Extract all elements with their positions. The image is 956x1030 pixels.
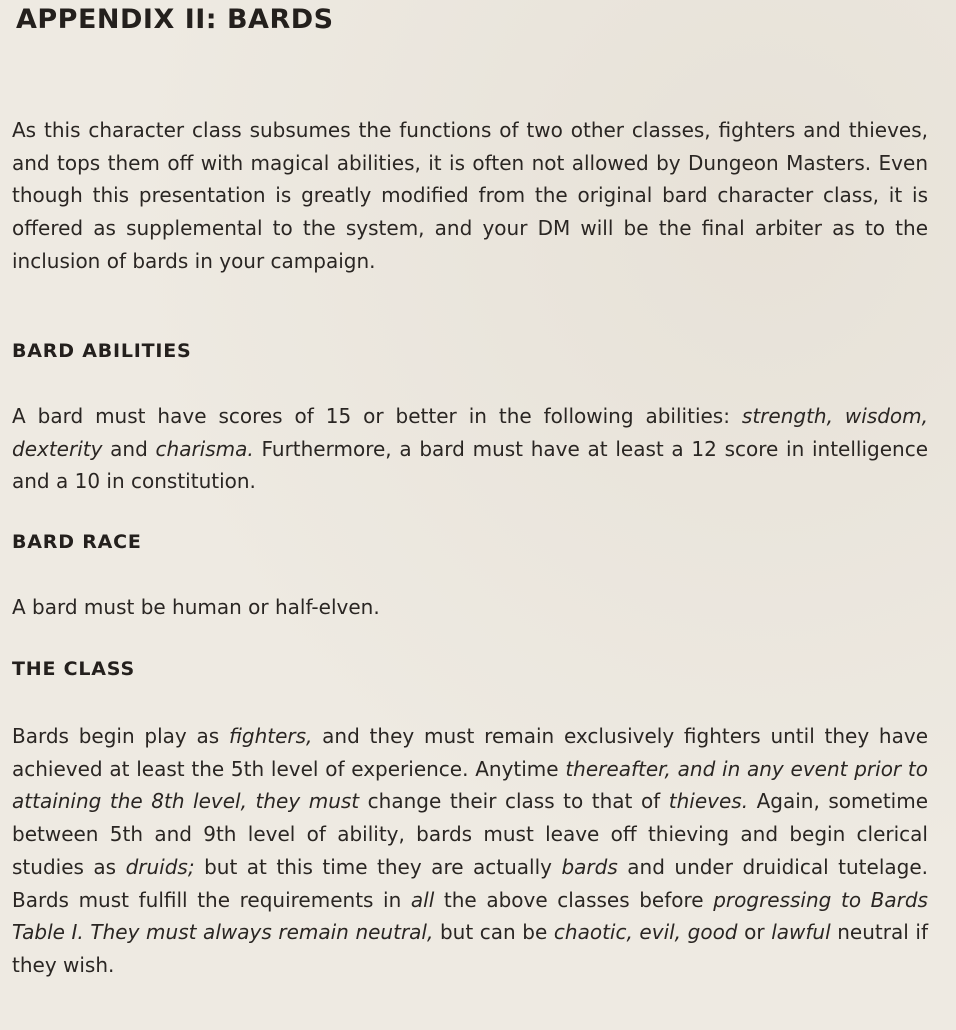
class-italic-8: chaotic, evil, good [553, 920, 738, 945]
class-text-6: and under druidical tutelage. Bards must fulfill the requirements in [12, 854, 928, 912]
class-text-5: but at this time they are actually [194, 854, 562, 879]
class-text-10: neutral if they wish. [12, 920, 928, 977]
class-italic-2: thereafter, and in any event prior to attaining the 8th level, they must [12, 756, 928, 814]
abilities-paragraph [12, 400, 928, 498]
class-text-2: and they must remain exclusively fighters until they have achieved at least the 5th level of experience. Anytime [12, 724, 929, 781]
class-italic-3: thieves. [668, 789, 749, 814]
page-title: APPENDIX II: BARDS [16, 4, 334, 35]
intro-paragraph [12, 114, 928, 278]
class-italic-1: fighters, [228, 724, 313, 748]
section-heading-the-class: THE CLASS [12, 658, 135, 680]
class-text-8: but can be [433, 920, 554, 945]
section-heading-bard-race: BARD RACE [12, 531, 142, 553]
section-heading-bard-abilities: BARD ABILITIES [12, 340, 192, 362]
abilities-italic-3: charisma. [155, 436, 254, 461]
class-italic-4: druids; [125, 854, 195, 879]
abilities-text-2 [833, 404, 845, 428]
abilities-text-3: and [102, 436, 156, 461]
class-text-9: or [737, 920, 772, 945]
class-italic-6: all [410, 887, 435, 912]
abilities-italic-1: strength, [741, 404, 833, 428]
race-paragraph [12, 591, 928, 624]
class-paragraph [12, 720, 928, 982]
race-text: A bard must be human or half-elven. [12, 595, 380, 619]
intro-text: As this character class subsumes the functions of two other classes, fighters and thieves, and tops them off with magical abilities, it is often not allowed by Dungeon Masters. Even though this presentation is greatly modified from the original bard character class, it is offered as supplemental to the system, and your DM will be the final arbiter as to the inclusion of bards in your campaign. [12, 118, 928, 273]
abilities-text-4: Furthermore, a bard must have at least a 12 score in intelligence and a 10 in constitution. [12, 436, 929, 494]
class-text-1: Bards begin play as [12, 724, 229, 748]
class-text-4: Again, sometime between 5th and 9th level of ability, bards must leave off thieving and begin clerical studies as [12, 789, 928, 879]
class-italic-5: bards [561, 854, 618, 879]
abilities-italic-2: wisdom, dexterity [12, 404, 929, 461]
abilities-text-1: A bard must have scores of 15 or better in the following abilities: [12, 404, 742, 428]
class-italic-7: progressing to Bards Table I. They must always remain neutral, [12, 887, 928, 945]
class-italic-9: lawful [771, 920, 831, 945]
class-text-3: change their class to that of [359, 789, 669, 814]
class-text-7: the above classes before [434, 887, 714, 912]
